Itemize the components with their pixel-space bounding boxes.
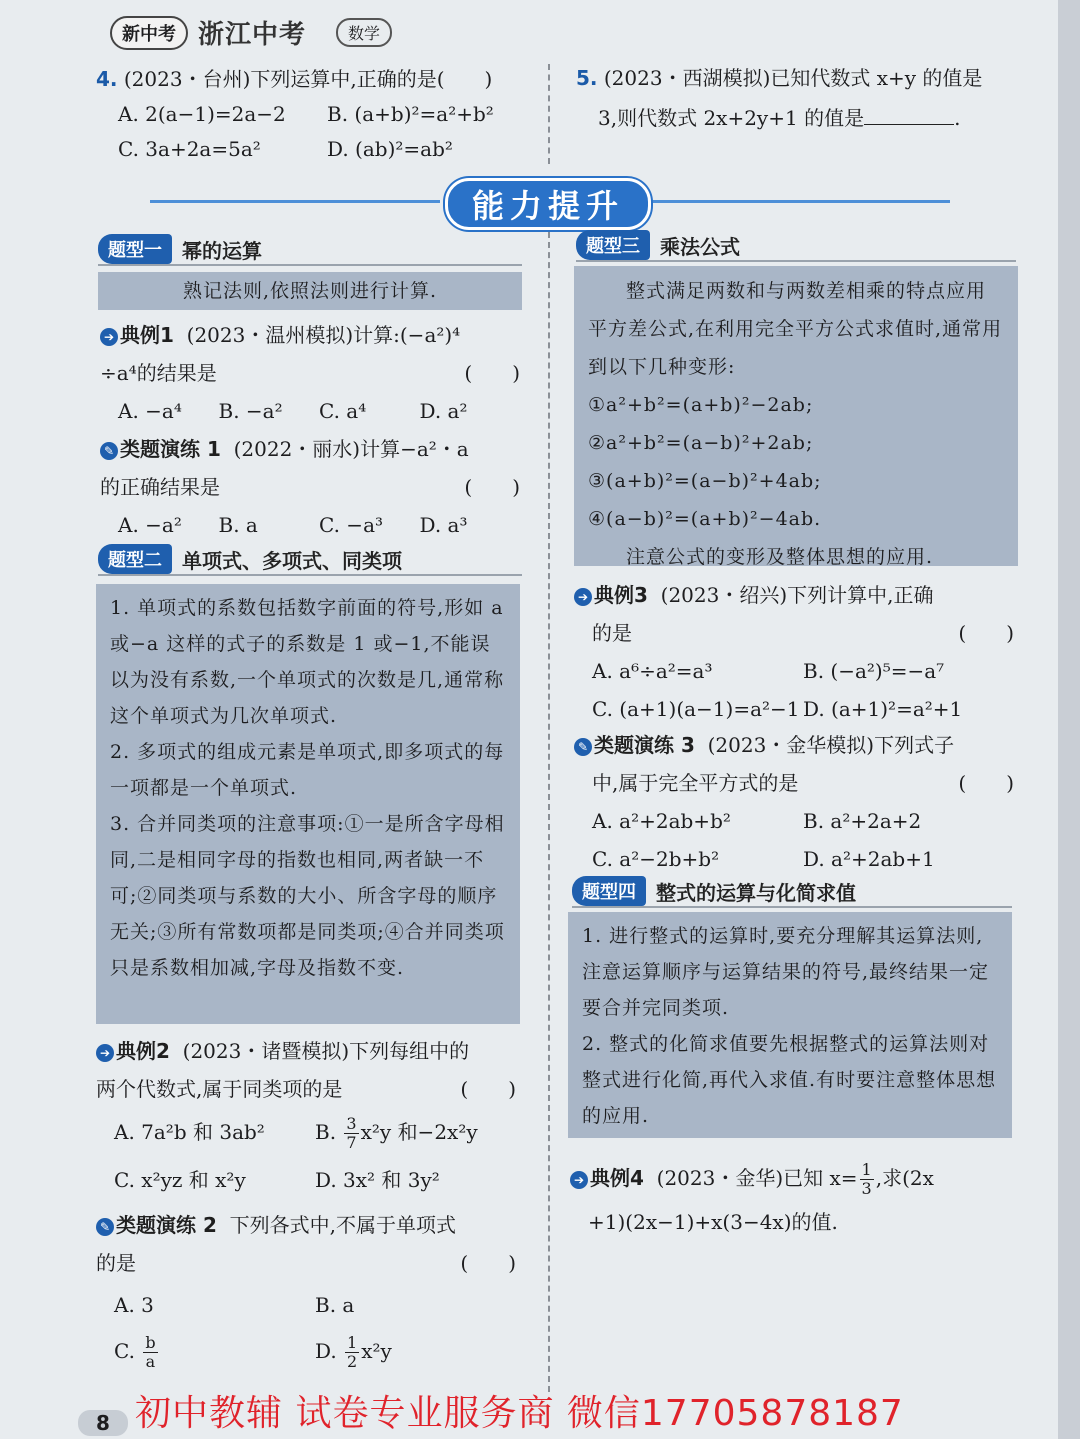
option-c: C. a⁴: [319, 399, 367, 423]
option-a: A. a⁶÷a²=a³: [592, 659, 713, 683]
example-4: [570, 1156, 1010, 1244]
option-b: B. a: [218, 513, 258, 537]
example-text: (2023・金华)已知 x=: [656, 1166, 858, 1190]
pen-icon: ✎: [100, 442, 118, 460]
section-tag: 题型一: [98, 234, 172, 264]
arrow-icon: ➔: [96, 1044, 114, 1062]
arrow-icon: ➔: [574, 588, 592, 606]
example-label: ➔ 典例4: [570, 1166, 644, 1190]
option-a: A. a²+2ab+b²: [592, 809, 731, 833]
section-2-tip: [96, 584, 520, 1024]
option-b: B. (−a²)⁵=−a⁷: [803, 659, 945, 683]
answer-paren: ( ): [464, 361, 520, 385]
option-b: B. a²+2a+2: [803, 809, 922, 833]
banner-line-right: [650, 200, 950, 203]
tip-item-1: 1. 单项式的系数包括数字前面的符号,形如 a 或−a 这样的式子的系数是 1 或−1,不能误以为没有系数,一个单项式的次数是几,通常称这个单项式为几次单项式.: [110, 597, 505, 727]
section-1-header: [98, 234, 262, 264]
section-tag: 题型三: [576, 230, 650, 260]
option-c: C. −a³: [319, 513, 384, 537]
pen-icon: ✎: [96, 1218, 114, 1236]
section-4-header: [572, 876, 856, 906]
option-a: A. 2(a−1)=2a−2: [118, 102, 286, 126]
option-c: C. 3a+2a=5a²: [118, 137, 261, 161]
option-b: B. −a²: [218, 399, 283, 423]
option-d: D. a²: [419, 399, 468, 423]
example-line-1: (2023・温州模拟)计算:(−a²)⁴: [186, 323, 461, 347]
section-title: 乘法公式: [660, 234, 740, 259]
column-divider-top: [548, 64, 550, 164]
answer-paren: ( ): [958, 771, 1014, 795]
option-a: A. −a²: [118, 513, 182, 537]
option-a: A. 7a²b 和 3ab²: [114, 1120, 265, 1144]
example-1: [100, 316, 520, 430]
option-d: D. $\frac{1}{2}$ x²y: [315, 1333, 392, 1371]
option-b: B. $\frac{3}{7}$ x²y 和−2x²y: [315, 1114, 478, 1152]
column-divider: [548, 232, 550, 1392]
section-rule: [576, 260, 1016, 262]
example-line-1: (2023・绍兴)下列计算中,正确: [660, 583, 934, 607]
practice-line-2: 的是: [96, 1251, 136, 1275]
practice-line-1: 下列各式中,不属于单项式: [229, 1213, 456, 1237]
formula-3: ③(a+b)²=(a−b)²+4ab;: [588, 470, 822, 492]
example-text: ,求(2x: [875, 1166, 934, 1190]
tip-item-2: 2. 整式的化简求值要先根据整式的运算法则对整式进行化简,再代入求值.有时要注意整体思想的应用.: [582, 1033, 997, 1127]
example-label: ➔ 典例3: [574, 583, 648, 607]
tip-item-1: 1. 进行整式的运算时,要充分理解其运算法则,注意运算顺序与运算结果的符号,最终结果一定要合并完同类项.: [582, 925, 990, 1019]
tip-item-3: 3. 合并同类项的注意事项:①一是所含字母相同,二是相同字母的指数也相同,两者缺一不可;②同类项与系数的大小、所含字母的顺序无关;③所有常数项都是同类项;④合并同类项只是系数相加减,字母及指数不变.: [110, 813, 505, 979]
practice-label: ✎ 类题演练 1: [100, 437, 221, 461]
practice-line-1: (2022・丽水)计算−a²・a: [233, 437, 469, 461]
formula-2: ②a²+b²=(a−b)²+2ab;: [588, 432, 814, 454]
section-tag: 题型二: [98, 544, 172, 574]
footer-watermark: 初中教辅 试卷专业服务商 微信17705878187: [135, 1393, 904, 1434]
page-header: [110, 14, 392, 51]
question-line-2: 3,则代数式 2x+2y+1 的值是: [598, 106, 865, 130]
practice-line-1: (2023・金华模拟)下列式子: [707, 733, 955, 757]
option-c: C. x²yz 和 x²y: [114, 1168, 246, 1192]
question-stem: (2023・台州)下列运算中,正确的是( ): [123, 67, 493, 91]
next-page-edge: [1058, 0, 1080, 1439]
section-rule: [98, 574, 522, 576]
tip-note: 注意公式的变形及整体思想的应用.: [626, 546, 934, 568]
tip-item-2: 2. 多项式的组成元素是单项式,即多项式的每一项都是一个单项式.: [110, 741, 505, 799]
formula-1: ①a²+b²=(a+b)²−2ab;: [588, 394, 814, 416]
example-line-1: (2023・诸暨模拟)下列每组中的: [182, 1039, 470, 1063]
practice-1: [100, 430, 520, 544]
option-a: A. −a⁴: [118, 399, 182, 423]
option-b: B. a: [315, 1293, 355, 1317]
option-c: C. $\frac{b}{a}$: [114, 1333, 156, 1371]
section-title: 幂的运算: [182, 238, 262, 263]
example-line-2: 两个代数式,属于同类项的是: [96, 1077, 343, 1101]
option-d: D. (a+1)²=a²+1: [803, 697, 963, 721]
section-rule: [572, 906, 1012, 908]
fraction: $\frac{b}{a}$: [145, 1333, 156, 1371]
option-c: C. a²−2b+b²: [592, 847, 720, 871]
banner-line-left: [150, 200, 440, 203]
practice-line-2: 中,属于完全平方式的是: [592, 771, 799, 795]
example-line-2: ÷a⁴的结果是: [100, 361, 217, 385]
header-title: 浙江中考: [198, 20, 307, 50]
example-label: ➔ 典例2: [96, 1039, 170, 1063]
option-d: D. a²+2ab+1: [803, 847, 935, 871]
header-badge: 新中考: [110, 16, 188, 50]
question-5: 5. (2023・西湖模拟)已知代数式 x+y 的值是 3,则代数式 2x+2y+1 的值是 .: [576, 66, 983, 130]
example-line-2: 的是: [592, 621, 632, 645]
practice-label: ✎ 类题演练 2: [96, 1213, 217, 1237]
question-line-1: (2023・西湖模拟)已知代数式 x+y 的值是: [603, 66, 983, 90]
section-2-header: [98, 544, 402, 574]
option-c: C. (a+1)(a−1)=a²−1: [592, 697, 800, 721]
example-label: ➔ 典例1: [100, 323, 174, 347]
example-3: [574, 576, 1014, 728]
option-d: D. 3x² 和 3y²: [315, 1168, 440, 1192]
pen-icon: ✎: [574, 738, 592, 756]
question-number: 4.: [96, 67, 118, 91]
practice-2: [96, 1206, 516, 1374]
option-b: B. (a+b)²=a²+b²: [327, 102, 494, 126]
section-3-tip: [574, 266, 1018, 566]
practice-label: ✎ 类题演练 3: [574, 733, 695, 757]
option-d: D. (ab)²=ab²: [327, 137, 453, 161]
section-banner: 能力提升: [445, 178, 651, 230]
option-a: A. 3: [114, 1293, 154, 1317]
example-line-2: +1)(2x−1)+x(3−4x)的值.: [588, 1210, 838, 1234]
answer-blank: [864, 106, 954, 125]
tip-intro: 整式满足两数和与两数差相乘的特点应用平方差公式,在利用完全平方公式求值时,通常用到以下几种变形:: [588, 280, 1003, 378]
question-number: 5.: [576, 66, 598, 90]
arrow-icon: ➔: [570, 1171, 588, 1189]
page-number: 8: [78, 1410, 128, 1436]
section-1-tip: 熟记法则,依照法则进行计算.: [98, 272, 522, 310]
fraction: $\frac{1}{2}$: [347, 1333, 358, 1371]
practice-line-2: 的正确结果是: [100, 475, 220, 499]
section-rule: [98, 264, 522, 266]
section-3-header: [576, 230, 740, 260]
answer-paren: ( ): [958, 621, 1014, 645]
answer-paren: ( ): [460, 1077, 516, 1101]
answer-paren: ( ): [460, 1251, 516, 1275]
formula-4: ④(a−b)²=(a+b)²−4ab.: [588, 508, 822, 530]
option-d: D. a³: [419, 513, 468, 537]
header-subject: 数学: [336, 18, 392, 47]
fraction: $\frac{3}{7}$: [346, 1114, 357, 1152]
answer-paren: ( ): [464, 475, 520, 499]
arrow-icon: ➔: [100, 328, 118, 346]
section-title: 单项式、多项式、同类项: [182, 548, 402, 573]
section-tag: 题型四: [572, 876, 646, 906]
fraction: $\frac{1}{3}$: [861, 1160, 872, 1198]
section-title: 整式的运算与化简求值: [656, 880, 856, 905]
practice-3: [574, 726, 1014, 878]
question-4: [96, 62, 536, 167]
example-2: [96, 1032, 516, 1204]
section-4-tip: [568, 912, 1012, 1138]
